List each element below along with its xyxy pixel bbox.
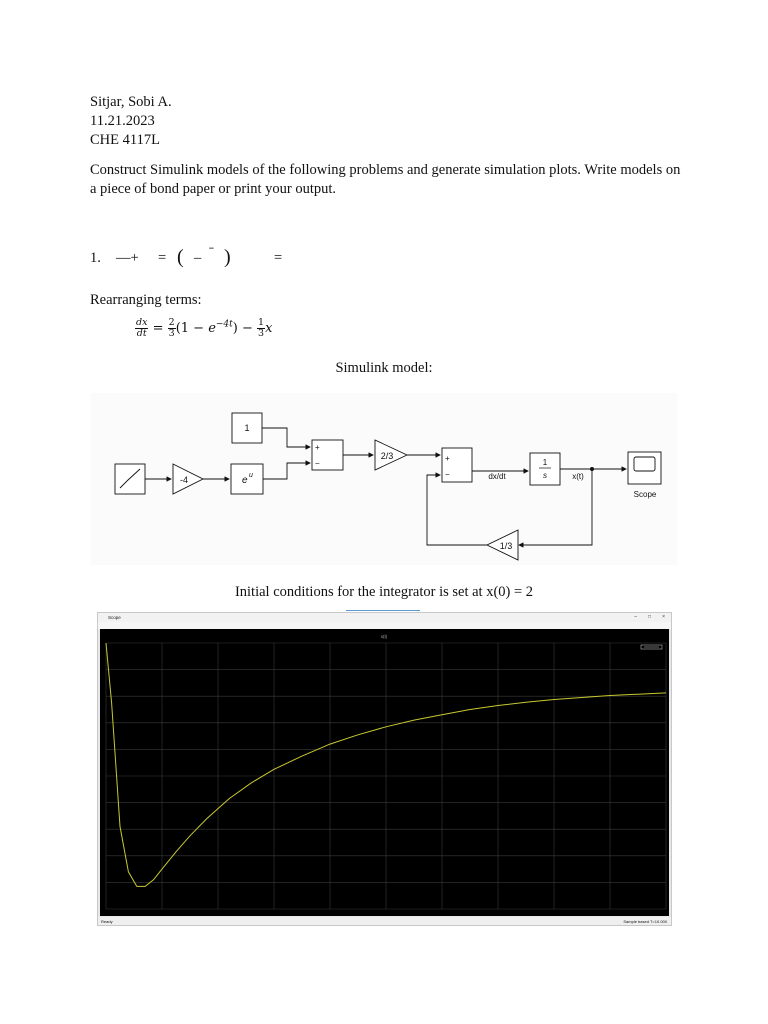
ramp-block	[115, 464, 145, 494]
one-third-fraction: $\frac{1}{3}$	[258, 317, 265, 339]
instructions: Construct Simulink models of the following problems and generate simulation plots. Write models on a piece of bond paper or print your output.	[90, 162, 681, 197]
plot-title: x(t)	[380, 634, 388, 639]
dxdt-signal-label: dx/dt	[488, 472, 506, 481]
exp-sup-label: u	[249, 472, 253, 479]
scope-window	[97, 612, 672, 926]
scope-statusbar	[98, 917, 671, 925]
dxdt-fraction: $\frac{dx}{dt}$	[136, 317, 148, 339]
const-label: 1	[244, 423, 250, 433]
paren-open: (1 −	[175, 321, 209, 336]
sum2-plus: +	[445, 454, 450, 463]
status-left: Ready	[101, 919, 113, 924]
initial-conditions-text: Initial conditions for the integrator is set at x(0) = 2	[234, 584, 534, 600]
eq-frag-1: —+	[116, 250, 139, 266]
branch-point	[590, 467, 594, 471]
gain-neg4-label: -4	[179, 475, 189, 485]
simulink-svg	[91, 393, 677, 565]
scope-window-title: Scope	[108, 615, 121, 620]
simulink-diagram	[91, 393, 677, 565]
integrator-den: s	[543, 471, 547, 480]
sum1-plus: +	[315, 443, 320, 452]
scope-titlebar	[98, 613, 671, 622]
maximize-button[interactable]: □	[647, 614, 651, 620]
window-accent-line	[346, 610, 420, 611]
problem-number: 1.	[90, 250, 101, 266]
scope-screen-icon	[634, 457, 655, 471]
rearranged-equation	[135, 318, 272, 339]
course-code: CHE 4117L	[90, 132, 160, 148]
scope-label: Scope	[633, 490, 657, 499]
integrator-num: 1	[542, 458, 548, 467]
scope-plot-area	[100, 629, 669, 916]
scope-chart	[100, 629, 669, 916]
xt-signal-label: x(t)	[572, 472, 584, 481]
minimize-button[interactable]: –	[634, 614, 637, 620]
equals-sign: =	[152, 321, 164, 336]
eq-frag-5: ˉ	[209, 245, 214, 261]
rearranging-label: Rearranging terms:	[90, 292, 202, 308]
grid-lines	[106, 643, 666, 909]
exp-exponent: −4t	[215, 319, 233, 330]
exp-base: e	[208, 321, 216, 336]
eq-frag-2: =	[158, 250, 167, 266]
simulink-model-label: Simulink model:	[335, 360, 433, 376]
eq-frag-7: =	[274, 250, 283, 266]
date: 11.21.2023	[90, 113, 155, 129]
close-button[interactable]: ×	[662, 614, 665, 620]
exp-base-label: e	[242, 475, 248, 486]
two-thirds-fraction: $\frac{2}{3}$	[168, 317, 175, 339]
author-name: Sitjar, Sobi A.	[90, 94, 172, 110]
eq-frag-3: (	[177, 246, 184, 268]
eq-frag-4: –	[194, 250, 202, 266]
var-x: x	[265, 321, 273, 336]
status-right: Sample based T=10.000	[623, 919, 667, 924]
scope-toolbar	[98, 622, 671, 629]
gain-1-3-label: 1/3	[499, 541, 513, 551]
sum1-minus: −	[315, 459, 320, 468]
gain-2-3-label: 2/3	[380, 451, 394, 461]
eq-frag-6: )	[224, 246, 231, 268]
sum2-minus: −	[445, 470, 450, 479]
paren-close: ) −	[232, 321, 253, 336]
